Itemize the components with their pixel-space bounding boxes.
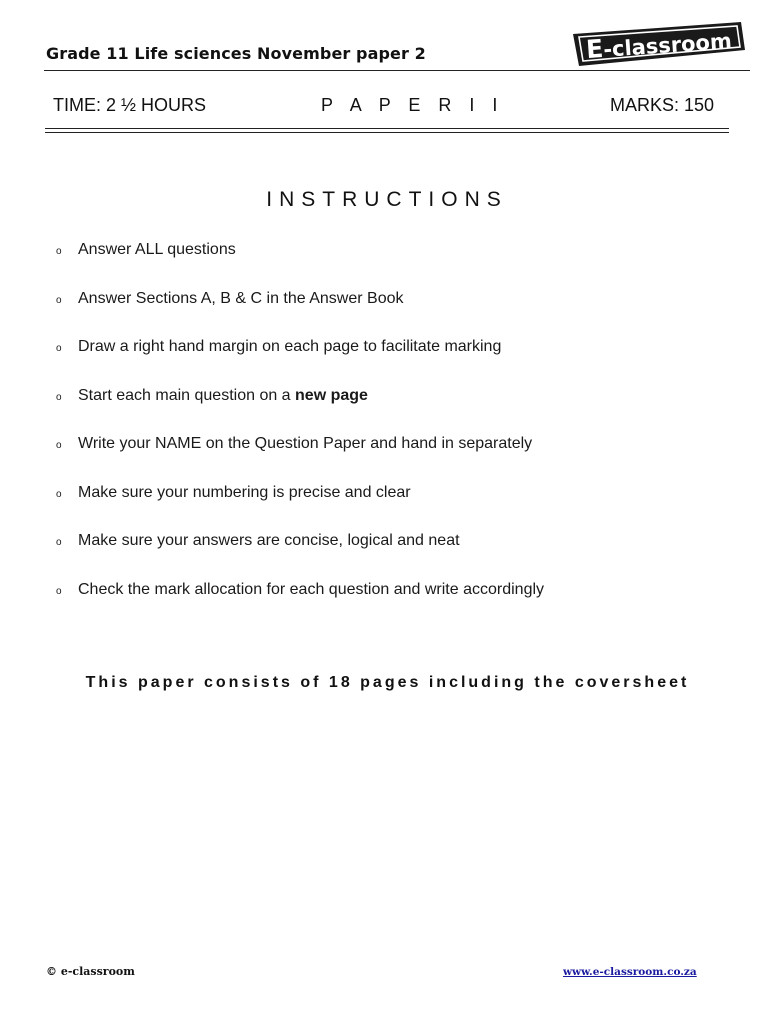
paper-number: P A P E R I I	[321, 95, 504, 115]
instruction-item	[56, 484, 411, 504]
time-allocation: TIME: 2 ½ HOURS	[53, 95, 207, 115]
bullet-marker: o	[56, 392, 62, 403]
total-marks: MARKS: 150	[610, 95, 715, 115]
instruction-item	[56, 290, 404, 310]
instruction-item	[56, 435, 532, 455]
instruction-item	[56, 532, 460, 552]
instruction-text: Draw a right hand margin on each page to facilitate marking	[78, 338, 502, 355]
website-link[interactable]: www.e-classroom.co.za	[563, 966, 697, 978]
e-classroom-logo	[571, 20, 747, 68]
bullet-marker: o	[56, 489, 62, 500]
bullet-marker: o	[56, 343, 62, 354]
instruction-text: Check the mark allocation for each question and write accordingly	[78, 581, 545, 598]
instruction-text: Answer ALL questions	[78, 241, 236, 258]
instructions-heading: INSTRUCTIONS	[266, 188, 508, 211]
instruction-item	[56, 241, 236, 261]
instruction-item	[56, 581, 544, 601]
instruction-text: Make sure your answers are concise, logical and neat	[78, 532, 460, 549]
document-header-title: Grade 11 Life sciences November paper 2	[46, 44, 426, 63]
bullet-marker: o	[56, 295, 62, 306]
instruction-text: Answer Sections A, B & C in the Answer Book	[78, 290, 404, 307]
instruction-item	[56, 338, 501, 358]
instruction-text	[78, 387, 368, 404]
info-rule-bottom	[45, 132, 729, 133]
logo-text: E-classroom	[585, 28, 733, 65]
bullet-marker: o	[56, 537, 62, 548]
header-rule	[44, 70, 750, 71]
instruction-text-bold: new page	[295, 387, 368, 404]
instruction-text: Make sure your numbering is precise and clear	[78, 484, 411, 501]
footer-copyright: © e-classroom	[46, 965, 135, 978]
instruction-item	[56, 387, 368, 407]
instruction-text: Write your NAME on the Question Paper and hand in separately	[78, 435, 533, 452]
info-rule-top	[45, 128, 729, 129]
bullet-marker: o	[56, 246, 62, 257]
bullet-marker: o	[56, 586, 62, 597]
instruction-text-plain: Start each main question on a	[78, 387, 296, 404]
bullet-marker: o	[56, 440, 62, 451]
page-count-note: This paper consists of 18 pages including the coversheet	[85, 674, 690, 691]
